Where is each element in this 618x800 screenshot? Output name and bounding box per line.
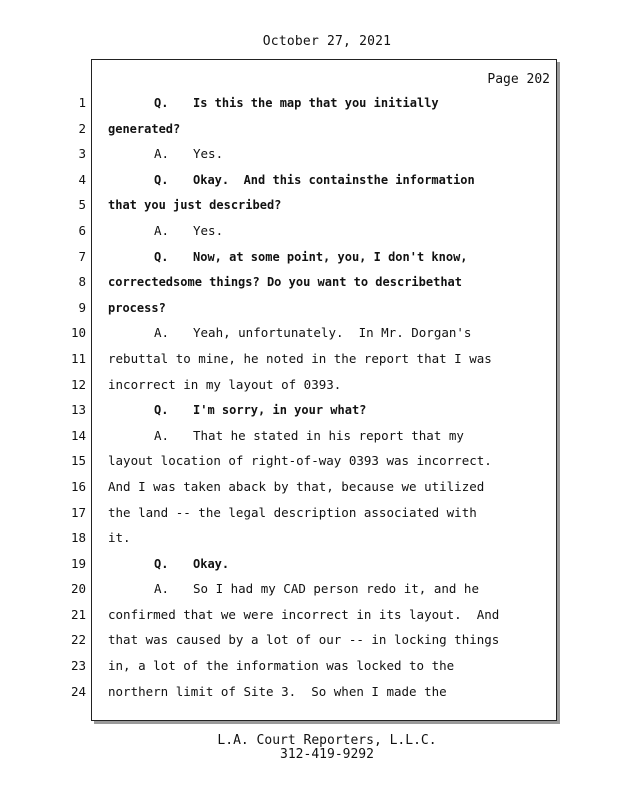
line-number: 18 (70, 530, 86, 546)
line-text: confirmed that we were incorrect in its layout. And (108, 606, 500, 622)
speaker-label: A. (154, 427, 170, 443)
transcript-line (108, 223, 548, 249)
line-text: the land -- the legal description associated with (108, 504, 477, 520)
line-text: it. (108, 530, 131, 546)
line-text: Yeah, unfortunately. In Mr. Dorgan's (193, 325, 472, 341)
speaker-label: A. (154, 325, 170, 341)
speaker-label: A. (154, 581, 170, 597)
line-text: in, a lot of the information was locked to the (108, 658, 455, 674)
line-text: Okay. (193, 556, 230, 571)
transcript-line (108, 325, 548, 351)
line-number: 3 (78, 146, 86, 162)
line-number: 1 (78, 95, 86, 110)
line-text: incorrect in my layout of 0393. (108, 376, 342, 392)
line-text: process? (108, 300, 166, 315)
line-number: 17 (70, 504, 86, 520)
line-number: 13 (70, 402, 86, 418)
header-date: October 27, 2021 (262, 34, 392, 49)
transcript-line (108, 146, 548, 172)
line-number: 12 (70, 376, 86, 392)
line-text: And I was taken aback by that, because we utilized (108, 478, 485, 494)
line-number: 24 (70, 683, 86, 699)
transcript-line (108, 274, 548, 300)
speaker-label: Q. (154, 249, 169, 264)
line-number: 21 (70, 606, 86, 622)
line-number: 8 (78, 274, 86, 290)
transcript-line (108, 428, 548, 454)
transcript-line (108, 197, 548, 223)
transcript-line (108, 479, 548, 505)
line-number: 10 (70, 325, 86, 341)
transcript-line (108, 172, 548, 198)
speaker-label: Q. (154, 172, 169, 187)
line-text: Now, at some point, you, I don't know, (193, 249, 468, 264)
transcript-line (108, 121, 548, 147)
page-number: Page 202 (487, 72, 550, 87)
transcript-line (108, 607, 548, 633)
line-number: 5 (78, 197, 86, 213)
line-text: I'm sorry, in your what? (193, 403, 367, 418)
transcript-text (108, 95, 548, 709)
line-number: 14 (70, 427, 86, 443)
speaker-label: Q. (154, 403, 169, 418)
line-text: that you just described? (108, 198, 282, 213)
line-number: 23 (70, 658, 86, 674)
transcript-line (108, 632, 548, 658)
transcript-line (108, 351, 548, 377)
line-text: Is this the map that you initially (193, 96, 439, 110)
transcript-line (108, 530, 548, 556)
speaker-label: A. (154, 222, 170, 238)
speaker-label: A. (154, 146, 170, 162)
line-number: 16 (70, 478, 86, 494)
transcript-line (108, 453, 548, 479)
line-text: that was caused by a lot of our -- in locking things (108, 632, 500, 648)
line-text: That he stated in his report that my (193, 427, 464, 443)
transcript-line (108, 505, 548, 531)
transcript-line (108, 95, 548, 121)
line-text: layout location of right-of-way 0393 was incorrect. (108, 453, 492, 469)
line-number: 20 (70, 581, 86, 597)
line-number: 19 (70, 555, 86, 571)
line-text: rebuttal to mine, he noted in the report that I was (108, 350, 492, 366)
line-number: 2 (78, 120, 86, 136)
line-text: Yes. (193, 146, 224, 162)
footer-phone: 312-419-9292 (280, 747, 374, 762)
transcript-line (108, 581, 548, 607)
line-number: 9 (78, 299, 86, 315)
line-text: correctedsome things? Do you want to describethat (108, 275, 463, 290)
line-text: So I had my CAD person redo it, and he (193, 581, 479, 597)
line-number: 15 (70, 453, 86, 469)
transcript-line (108, 556, 548, 582)
line-number: 11 (70, 350, 86, 366)
line-number: 4 (78, 171, 86, 187)
line-number: 6 (78, 222, 86, 238)
transcript-line (108, 658, 548, 684)
transcript-line (108, 377, 548, 403)
transcript-line (108, 249, 548, 275)
transcript-line (108, 402, 548, 428)
transcript-line (108, 300, 548, 326)
line-text: Yes. (193, 222, 224, 238)
line-number-column (60, 95, 86, 709)
speaker-label: Q. (154, 96, 169, 110)
line-number: 7 (78, 248, 86, 264)
footer-firm: L.A. Court Reporters, L.L.C. (217, 733, 437, 748)
speaker-label: Q. (154, 556, 169, 571)
transcript-line (108, 684, 548, 710)
line-text: generated? (108, 121, 181, 136)
line-text: northern limit of Site 3. So when I made the (108, 683, 447, 699)
line-number: 22 (70, 632, 86, 648)
line-text: Okay. And this containsthe information (193, 172, 475, 187)
